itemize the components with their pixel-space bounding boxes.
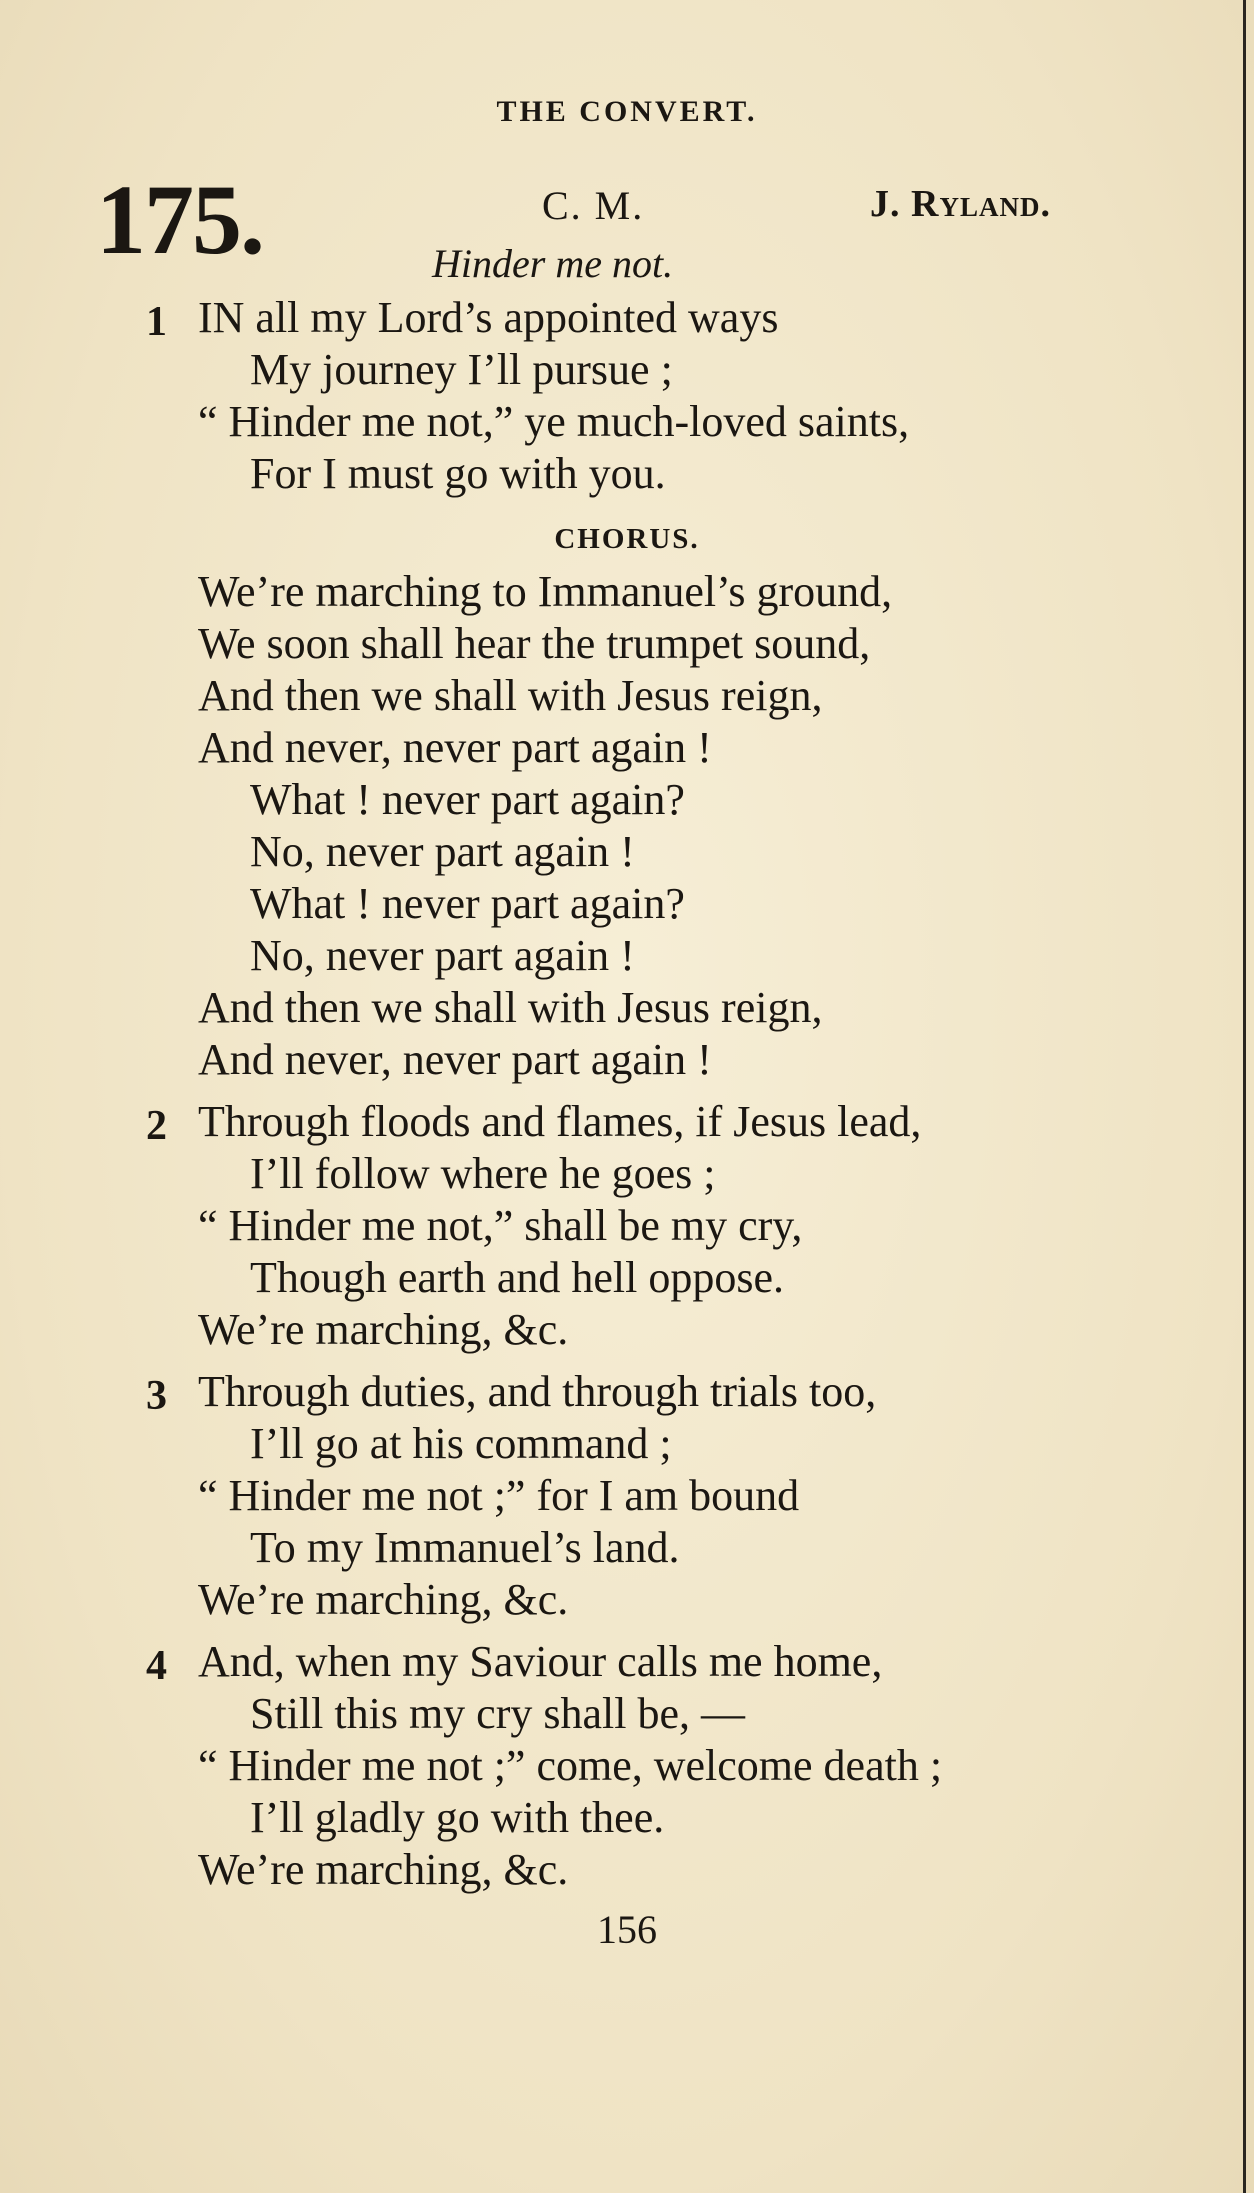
stanza-4-line-4: I’ll gladly go with thee.: [250, 1793, 665, 1842]
stanza-4-line-3: “ Hinder me not ;” come, welcome death ;: [198, 1741, 943, 1790]
stanza-1-line-4: For I must go with you.: [250, 449, 666, 498]
stanza-1-number: 1: [146, 299, 167, 345]
stanza-2-line-3: “ Hinder me not,” shall be my cry,: [198, 1201, 803, 1250]
page-number: 156: [597, 1907, 657, 1952]
stanza-4-line-2: Still this my cry shall be, —: [250, 1689, 745, 1738]
stanza-3-line-2: I’ll go at his command ;: [250, 1419, 672, 1468]
chorus-line-1: We’re marching to Immanuel’s ground,: [198, 567, 893, 616]
stanza-3-line-1: Through duties, and through trials too,: [198, 1367, 877, 1416]
hymn-meter: C. M.: [542, 183, 645, 228]
stanza-1-line-3: “ Hinder me not,” ye much-loved saints,: [198, 397, 910, 446]
chorus-line-5: What ! never part again?: [250, 775, 685, 824]
stanza-2-line-2: I’ll follow where he goes ;: [250, 1149, 716, 1198]
chorus-line-8: No, never part again !: [250, 931, 635, 980]
stanza-4-refrain: We’re marching, &c.: [198, 1845, 569, 1894]
running-head: THE CONVERT.: [496, 95, 758, 128]
page-edge-line: [1243, 0, 1246, 2193]
stanza-4-number: 4: [146, 1643, 167, 1689]
chorus-heading: CHORUS.: [554, 523, 700, 555]
stanza-3-line-4: To my Immanuel’s land.: [250, 1523, 680, 1572]
hymn-number: 175.: [96, 164, 263, 275]
chorus-line-6: No, never part again !: [250, 827, 635, 876]
stanza-2-line-4: Though earth and hell oppose.: [250, 1253, 784, 1302]
chorus-line-7: What ! never part again?: [250, 879, 685, 928]
stanza-3-number: 3: [146, 1373, 167, 1419]
stanza-3-line-3: “ Hinder me not ;” for I am bound: [198, 1471, 800, 1520]
stanza-2-number: 2: [146, 1103, 167, 1149]
chorus-line-2: We soon shall hear the trumpet sound,: [198, 619, 871, 668]
hymn-author: J. Ryland.: [870, 183, 1051, 225]
hymn-subtitle: Hinder me not.: [432, 241, 674, 286]
stanza-2-refrain: We’re marching, &c.: [198, 1305, 569, 1354]
stanza-4-line-1: And, when my Saviour calls me home,: [198, 1637, 883, 1686]
chorus-line-10: And never, never part again !: [198, 1035, 712, 1084]
chorus-line-9: And then we shall with Jesus reign,: [198, 983, 823, 1032]
stanza-3-refrain: We’re marching, &c.: [198, 1575, 569, 1624]
stanza-2-line-1: Through floods and flames, if Jesus lead,: [198, 1097, 922, 1146]
stanza-1-line-2: My journey I’ll pursue ;: [250, 345, 673, 394]
stanza-1-line-1: IN all my Lord’s appointed ways: [198, 293, 779, 342]
chorus-line-3: And then we shall with Jesus reign,: [198, 671, 823, 720]
chorus-line-4: And never, never part again !: [198, 723, 712, 772]
